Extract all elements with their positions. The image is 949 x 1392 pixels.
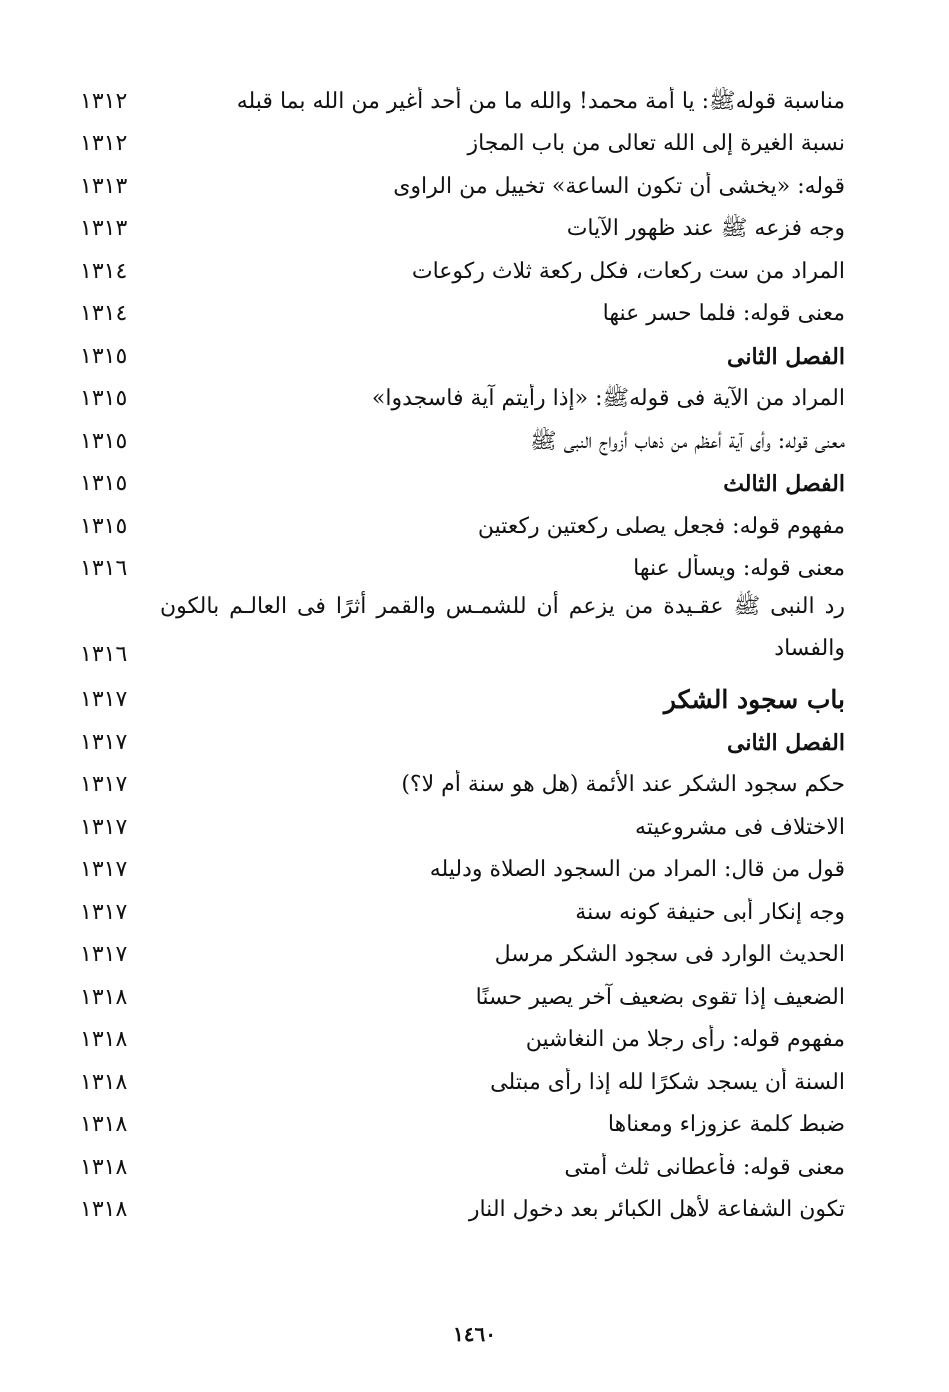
- toc-page-number: ١٣١٦: [80, 642, 128, 667]
- toc-entry-title: السنة أن يسجد شكرًا لله إذا رأى مبتلى: [490, 1069, 845, 1095]
- toc-heading-title: الفصل الثالث: [723, 471, 845, 497]
- toc-page-number: ١٣١٦: [80, 556, 128, 581]
- toc-page-number: ١٣١٧: [80, 942, 128, 967]
- toc-entry-row: [80, 1059, 845, 1102]
- toc-entry-row: [80, 206, 845, 249]
- toc-page-number: ١٣١٧: [80, 857, 128, 882]
- toc-page-number: ١٣١٥: [80, 343, 128, 369]
- toc-page-number: ١٣١٧: [80, 772, 128, 797]
- toc-entry-row: [80, 291, 845, 334]
- toc-entry-title: معنى قوله: فلما حسر عنها: [602, 301, 845, 326]
- toc-page-number: ١٣١٨: [80, 1154, 128, 1180]
- toc-page-number: ١٣١٥: [80, 471, 128, 496]
- toc-heading-title: الفصل الثانى: [727, 343, 845, 370]
- toc-entry-title: الضعيف إذا تقوى بضعيف آخر يصير حسنًا: [475, 984, 845, 1010]
- toc-entry-row: [80, 121, 845, 164]
- toc-entry-title: الاختلاف فى مشروعيته: [634, 814, 845, 840]
- toc-page-number: ١٣١٤: [80, 301, 128, 326]
- toc-entry-row: [80, 376, 845, 419]
- toc-entry-row: [80, 889, 845, 932]
- toc-entry-row: [80, 418, 845, 461]
- table-of-contents: [80, 78, 845, 1229]
- toc-heading-row: [80, 674, 845, 719]
- toc-entry-row: [80, 163, 845, 206]
- toc-page-number: ١٣١٥: [80, 428, 128, 454]
- toc-entry-title: وجه فزعه ﷺ عند ظهور الآيات: [566, 216, 845, 241]
- toc-page-number: ١٣١٨: [80, 1197, 128, 1222]
- toc-page-number: ١٣١٨: [80, 1027, 128, 1052]
- toc-entry-title: رد النبى ﷺ عقـيدة من يزعم أن للشمـس والقمر أثرًا فى العالـم بالكون والفساد: [160, 594, 845, 661]
- toc-entry-title: قول من قال: المراد من السجود الصلاة ودليله: [429, 857, 845, 882]
- toc-entry-row: [80, 248, 845, 291]
- toc-entry-row: [80, 1187, 845, 1230]
- toc-entry-title: نسبة الغيرة إلى الله تعالى من باب المجاز: [467, 131, 845, 156]
- toc-page-number: ١٣١٨: [80, 1112, 128, 1137]
- toc-entry-row: [80, 1144, 845, 1187]
- toc-entry-title: وجه إنكار أبى حنيفة كونه سنة: [575, 899, 845, 925]
- toc-page-number: ١٣١٥: [80, 386, 128, 411]
- toc-heading-row: [80, 719, 845, 762]
- toc-entry-title: معنى قوله: ويسأل عنها: [633, 556, 845, 581]
- toc-heading-row: [80, 461, 845, 504]
- toc-page-number: ١٣١٧: [80, 814, 128, 840]
- toc-page-number: ١٣١٧: [80, 729, 128, 755]
- toc-heading-title: باب سجود الشكر: [663, 685, 845, 714]
- toc-entry-title: المراد من الآية فى قولهﷺ: «إذا رأيتم آية فاسجدوا»: [371, 386, 845, 411]
- toc-page-number: ١٣١٣: [80, 216, 128, 241]
- toc-entry-title: تكون الشفاعة لأهل الكبائر بعد دخول النار: [468, 1197, 845, 1222]
- toc-entry-row: [80, 804, 845, 847]
- toc-entry-row: [80, 847, 845, 890]
- toc-page-number: ١٣١٢: [80, 131, 128, 156]
- toc-heading-title: الفصل الثانى: [727, 729, 845, 756]
- toc-page-number: ١٣١٧: [80, 899, 128, 925]
- toc-entry-title: معنى قوله: وأى آية أعظم من ذهاب أزواج النبى ﷺ: [530, 428, 845, 454]
- toc-heading-row: [80, 333, 845, 376]
- toc-page-number: ١٣١٢: [80, 88, 128, 114]
- toc-entry-title: معنى قوله: فأعطانى ثلث أمتى: [564, 1154, 845, 1180]
- toc-entry-row: [80, 503, 845, 546]
- toc-entry-title: مناسبة قولهﷺ: يا أمة محمد! والله ما من أحد أغير من الله بما قبله: [236, 88, 845, 114]
- toc-entry-row: [80, 546, 845, 589]
- toc-entry-title: ضبط كلمة عزوزاء ومعناها: [607, 1112, 845, 1137]
- toc-entry-row: [80, 932, 845, 975]
- toc-entry-title: مفهوم قوله: فجعل يصلى ركعتين ركعتين: [477, 513, 845, 539]
- toc-page-number: ١٣١٣: [80, 173, 128, 199]
- toc-page-number: ١٣١٥: [80, 513, 128, 539]
- page-number: ١٤٦٠: [453, 1322, 496, 1346]
- toc-entry-row: [80, 588, 845, 674]
- toc-entry-title: المراد من ست ركعات، فكل ركعة ثلاث ركوعات: [411, 258, 845, 284]
- toc-entry-row: [80, 1017, 845, 1060]
- toc-entry-row: [80, 1102, 845, 1145]
- toc-entry-row: [80, 78, 845, 121]
- toc-page-number: ١٣١٤: [80, 258, 128, 284]
- toc-entry-title: الحديث الوارد فى سجود الشكر مرسل: [494, 942, 845, 967]
- toc-page-number: ١٣١٨: [80, 984, 128, 1010]
- toc-entry-row: [80, 762, 845, 805]
- toc-entry-row: [80, 974, 845, 1017]
- toc-page-number: ١٣١٧: [80, 687, 128, 712]
- toc-page-number: ١٣١٨: [80, 1069, 128, 1095]
- toc-entry-title: حكم سجود الشكر عند الأئمة (هل هو سنة أم لا؟): [401, 772, 845, 797]
- toc-entry-title: مفهوم قوله: رأى رجلا من النغاشين: [525, 1027, 845, 1052]
- toc-entry-title: قوله: «يخشى أن تكون الساعة» تخييل من الراوى: [393, 173, 845, 199]
